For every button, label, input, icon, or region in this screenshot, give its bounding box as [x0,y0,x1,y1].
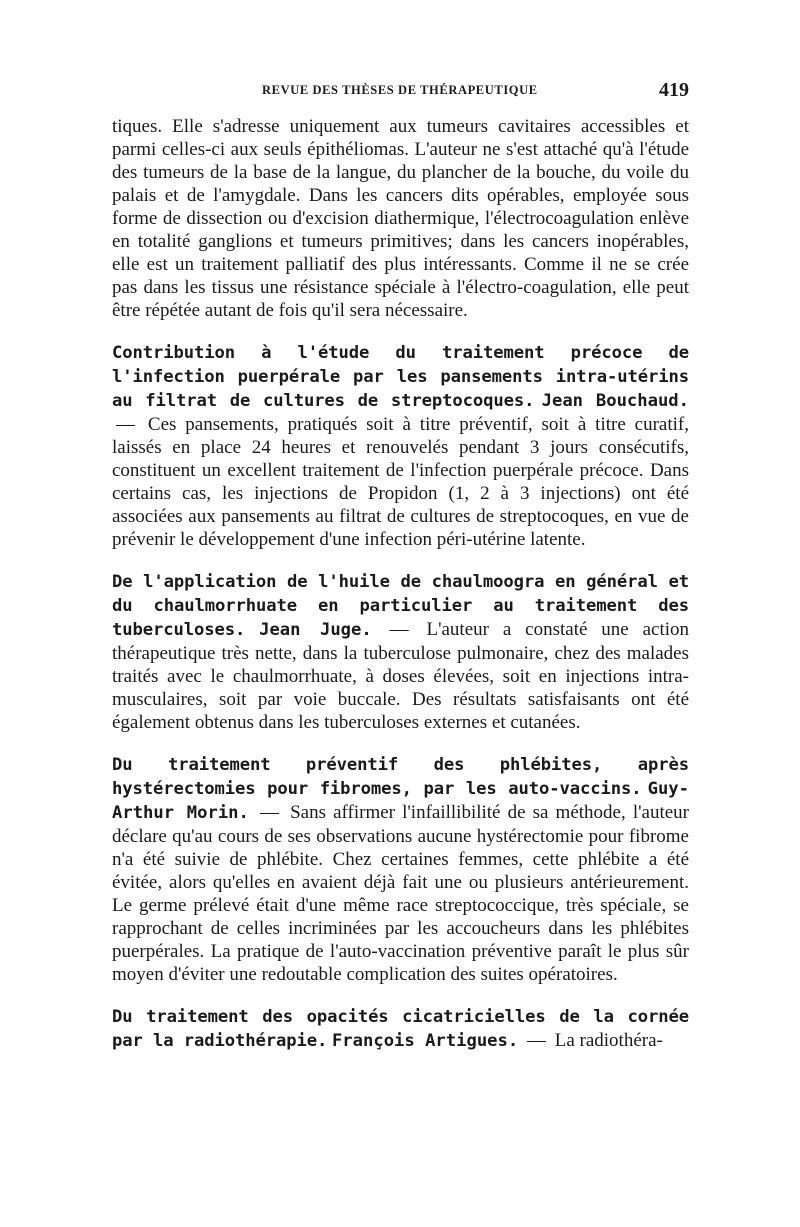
article-author: Jean Juge. [259,620,372,640]
em-dash: — [389,619,409,640]
article-entry [112,1005,689,1053]
article-title: De l'application de l'huile de chaulmoogra en général et du chaulmorrhuate en particulier au traitement des tuberculoses. [112,572,689,640]
article-author: Jean Bouchaud. [541,391,690,411]
running-title: REVUE DES THÈSES DE THÉRAPEUTIQUE [262,83,538,97]
em-dash: — [259,802,279,823]
article-author: Guy-Arthur Morin. [112,779,690,823]
article-entry [112,753,689,986]
em-dash: — [526,1030,546,1051]
article-author: François Artigues. [331,1031,519,1051]
article-text: L'auteur a constaté une action thérapeutique très nette, dans la tuberculose pulmonaire, chez des malades traités avec le chaulmorrhuate, à doses élevées, soit en injections intra-musculaires, soit par voie buccale. Des résultats satisfaisants ont été également obtenus dans les tuberculoses externes et cutanées. [112,619,690,733]
page-body [112,115,689,1053]
article-text: La radiothéra- [554,1030,663,1051]
article-title: Du traitement préventif des phlébites, après hystérectomies pour fibromes, par les auto-vaccins. [112,755,689,799]
article-entry [112,341,689,551]
running-header [112,81,689,101]
article-title: Contribution à l'étude du traitement précoce de l'infection puerpérale par les pansements intra-utérins au filtrat de cultures de streptocoques. [112,343,689,411]
continuation-paragraph: tiques. Elle s'adresse uniquement aux tumeurs cavitaires accessibles et parmi celles-ci aux seuls épithéliomas. L'auteur ne s'est attaché qu'à l'étude des tumeurs de la base de la langue, du plancher de la bouche, du voile du palais et de l'amygdale. Dans les cancers dits opérables, employée sous forme de dissection ou d'excision diathermique, l'électrocoagulation enlève en totalité ganglions et tumeurs primitives; dans les cancers inopérables, elle est un traitement palliatif des plus intéressants. Comme il ne se crée pas dans les tissus une résistance spéciale à l'électro-coagulation, elle peut être répétée autant de fois qu'il sera nécessaire. [112,116,689,321]
article-entry [112,570,689,734]
page-number: 419 [659,79,689,101]
article-text: Ces pansements, pratiqués soit à titre préventif, soit à titre curatif, laissés en place 24 heures et renouvelés pendant 3 jours consécutifs, constituent un excellent traitement de l'infection puerpérale précoce. Dans certains cas, les injections de Propidon (1, 2 à 3 injections) ont été associées aux pansements au filtrat de cultures de streptocoques, en vue de prévenir le développement d'une infection péri-utérine latente. [112,414,690,550]
article-text: Sans affirmer l'infaillibilité de sa méthode, l'auteur déclare qu'au cours de ses observations aucune hystérectomie pour fibrome n'a été suivie de phlébite. Chez certaines femmes, cette phlébite a été évitée, alors qu'elles en avaient déjà fait une ou plusieurs antérieurement. Le germe prélevé était d'une même race streptococcique, très spéciale, se rapprochant de celles incriminées par les accoucheurs dans les phlébites puerpérales. La pratique de l'auto-vaccination préventive paraît le plus sûr moyen d'éviter une redoutable complication des suites opératoires. [112,802,690,985]
article-title: Du traitement des opacités cicatricielles de la cornée par la radiothérapie. [112,1007,689,1051]
em-dash: — [116,414,135,435]
